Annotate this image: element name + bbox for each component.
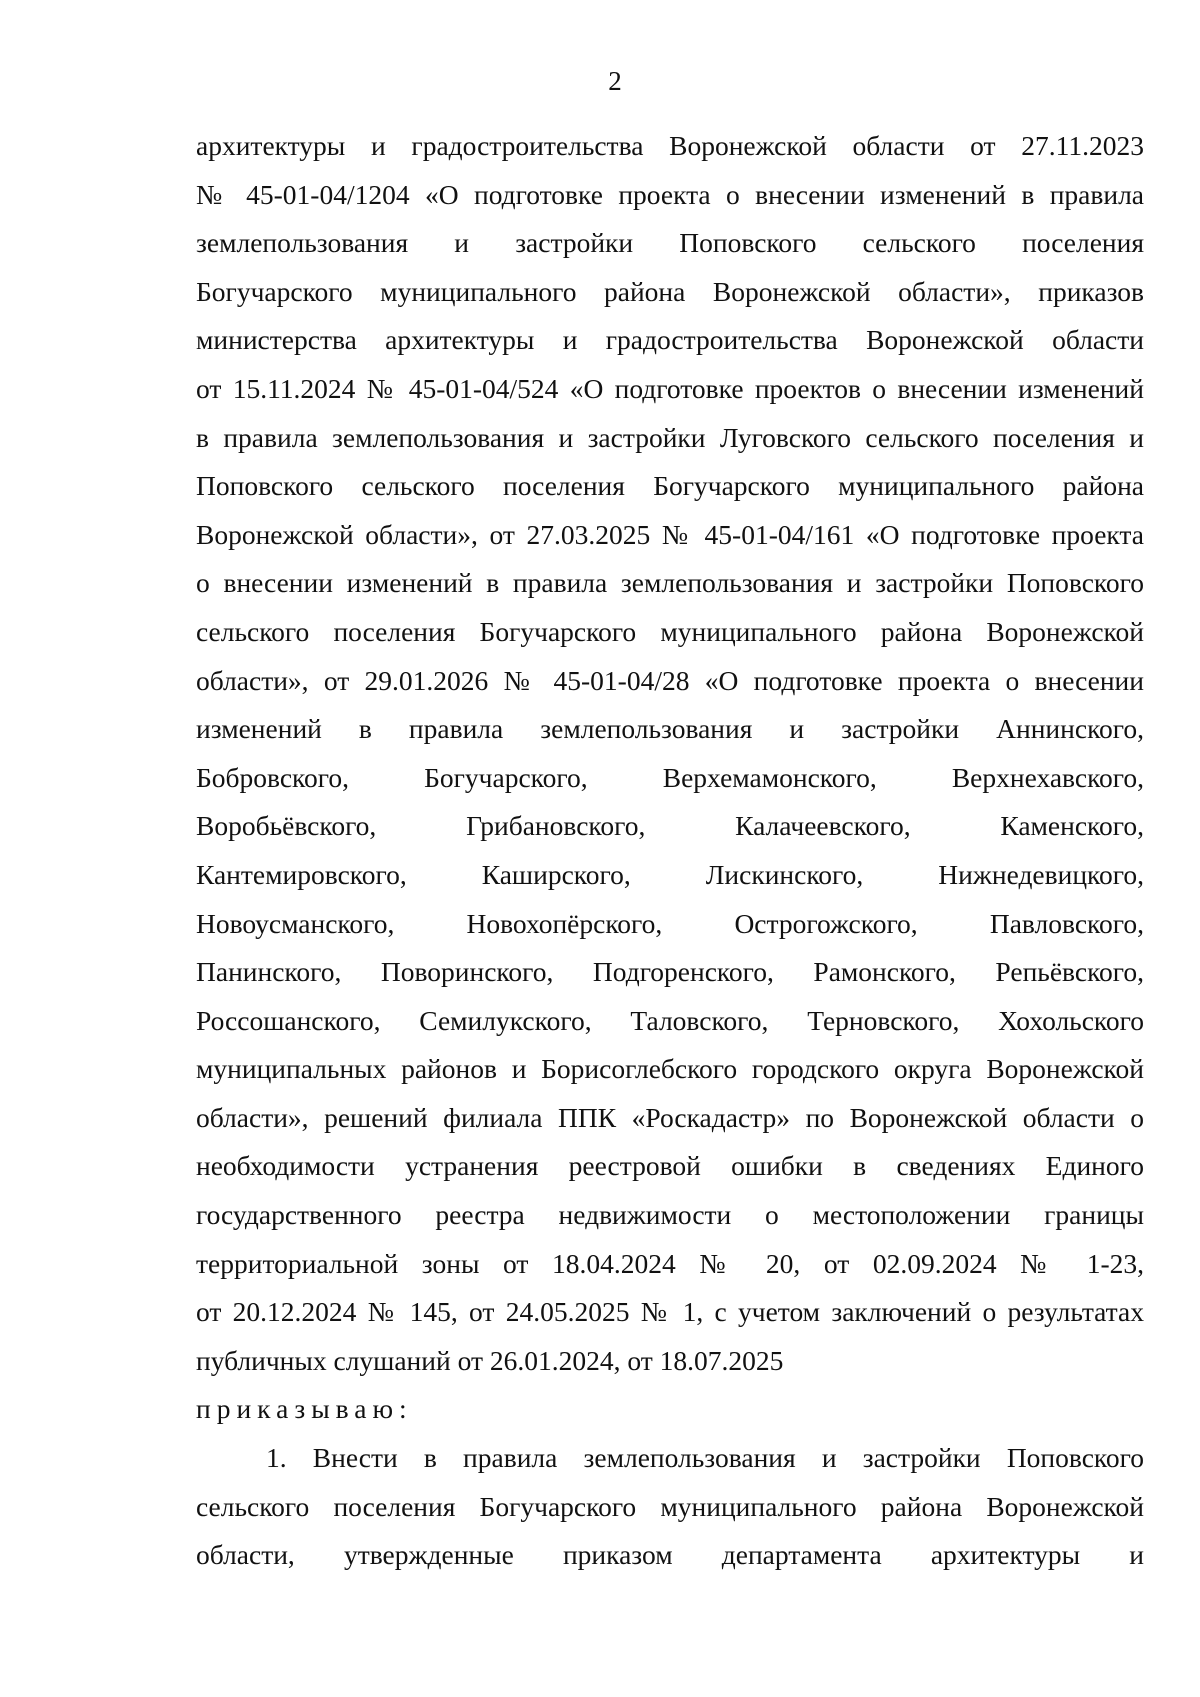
text-line: изменений в правила землепользования и застройки Аннинского,	[196, 713, 1144, 745]
text-line: от 20.12.2024 № 145, от 24.05.2025 № 1, с учетом заключений о результатах	[196, 1296, 1144, 1328]
text-line: Воронежской области», от 27.03.2025 № 45-01-04/161 «О подготовке проекта	[196, 518, 1144, 550]
text-line: Новоусманского, Новохопёрского, Острогожского, Павловского,	[196, 907, 1144, 939]
text-line: министерства архитектуры и градостроительства Воронежской области	[196, 324, 1144, 356]
text-line: № 45-01-04/1204 «О подготовке проекта о внесении изменений в правила	[196, 178, 1144, 210]
text-line: публичных слушаний от 26.01.2024, от 18.07.2025	[196, 1344, 784, 1376]
text-line: области», от 29.01.2026 № 45-01-04/28 «О подготовке проекта о внесении	[196, 664, 1144, 696]
text-line: сельского поселения Богучарского муниципального района Воронежской	[196, 1490, 1144, 1522]
text-line: необходимости устранения реестровой ошибки в сведениях Единого	[196, 1150, 1144, 1182]
text-line: муниципальных районов и Борисоглебского городского округа Воронежской	[196, 1053, 1144, 1085]
text-line: о внесении изменений в правила землепользования и застройки Поповского	[196, 567, 1144, 599]
text-line: области», решений филиала ППК «Роскадастр» по Воронежской области о	[196, 1101, 1144, 1133]
order-word: приказываю:	[196, 1393, 413, 1425]
text-line: Богучарского муниципального района Воронежской области», приказов	[196, 275, 1144, 307]
text-line: землепользования и застройки Поповского сельского поселения	[196, 227, 1144, 259]
text-line: Воробьёвского, Грибановского, Калачеевского, Каменского,	[196, 810, 1144, 842]
document-body	[196, 122, 1144, 1580]
text-line: в правила землепользования и застройки Луговского сельского поселения и	[196, 421, 1144, 453]
text-line: сельского поселения Богучарского муниципального района Воронежской	[196, 615, 1144, 647]
text-line: Бобровского, Богучарского, Верхемамонского, Верхнехавского,	[196, 761, 1144, 793]
text-line: Поповского сельского поселения Богучарского муниципального района	[196, 470, 1144, 502]
text-line: Россошанского, Семилукского, Таловского, Терновского, Хохольского	[196, 1004, 1144, 1036]
text-line: территориальной зоны от 18.04.2024 № 20, от 02.09.2024 № 1-23,	[196, 1247, 1144, 1279]
text-line: области, утвержденные приказом департамента архитектуры и	[196, 1539, 1144, 1571]
text-line: 1. Внести в правила землепользования и застройки Поповского	[266, 1442, 1144, 1474]
text-line: архитектуры и градостроительства Воронежской области от 27.11.2023	[196, 130, 1144, 161]
page-number: 2	[608, 66, 622, 96]
text-line: Панинского, Поворинского, Подгоренского, Рамонского, Репьёвского,	[196, 956, 1144, 988]
text-line: Кантемировского, Каширского, Лискинского, Нижнедевицкого,	[196, 858, 1144, 890]
text-line: от 15.11.2024 № 45-01-04/524 «О подготовке проектов о внесении изменений	[196, 372, 1144, 404]
text-line: государственного реестра недвижимости о местоположении границы	[196, 1199, 1144, 1231]
